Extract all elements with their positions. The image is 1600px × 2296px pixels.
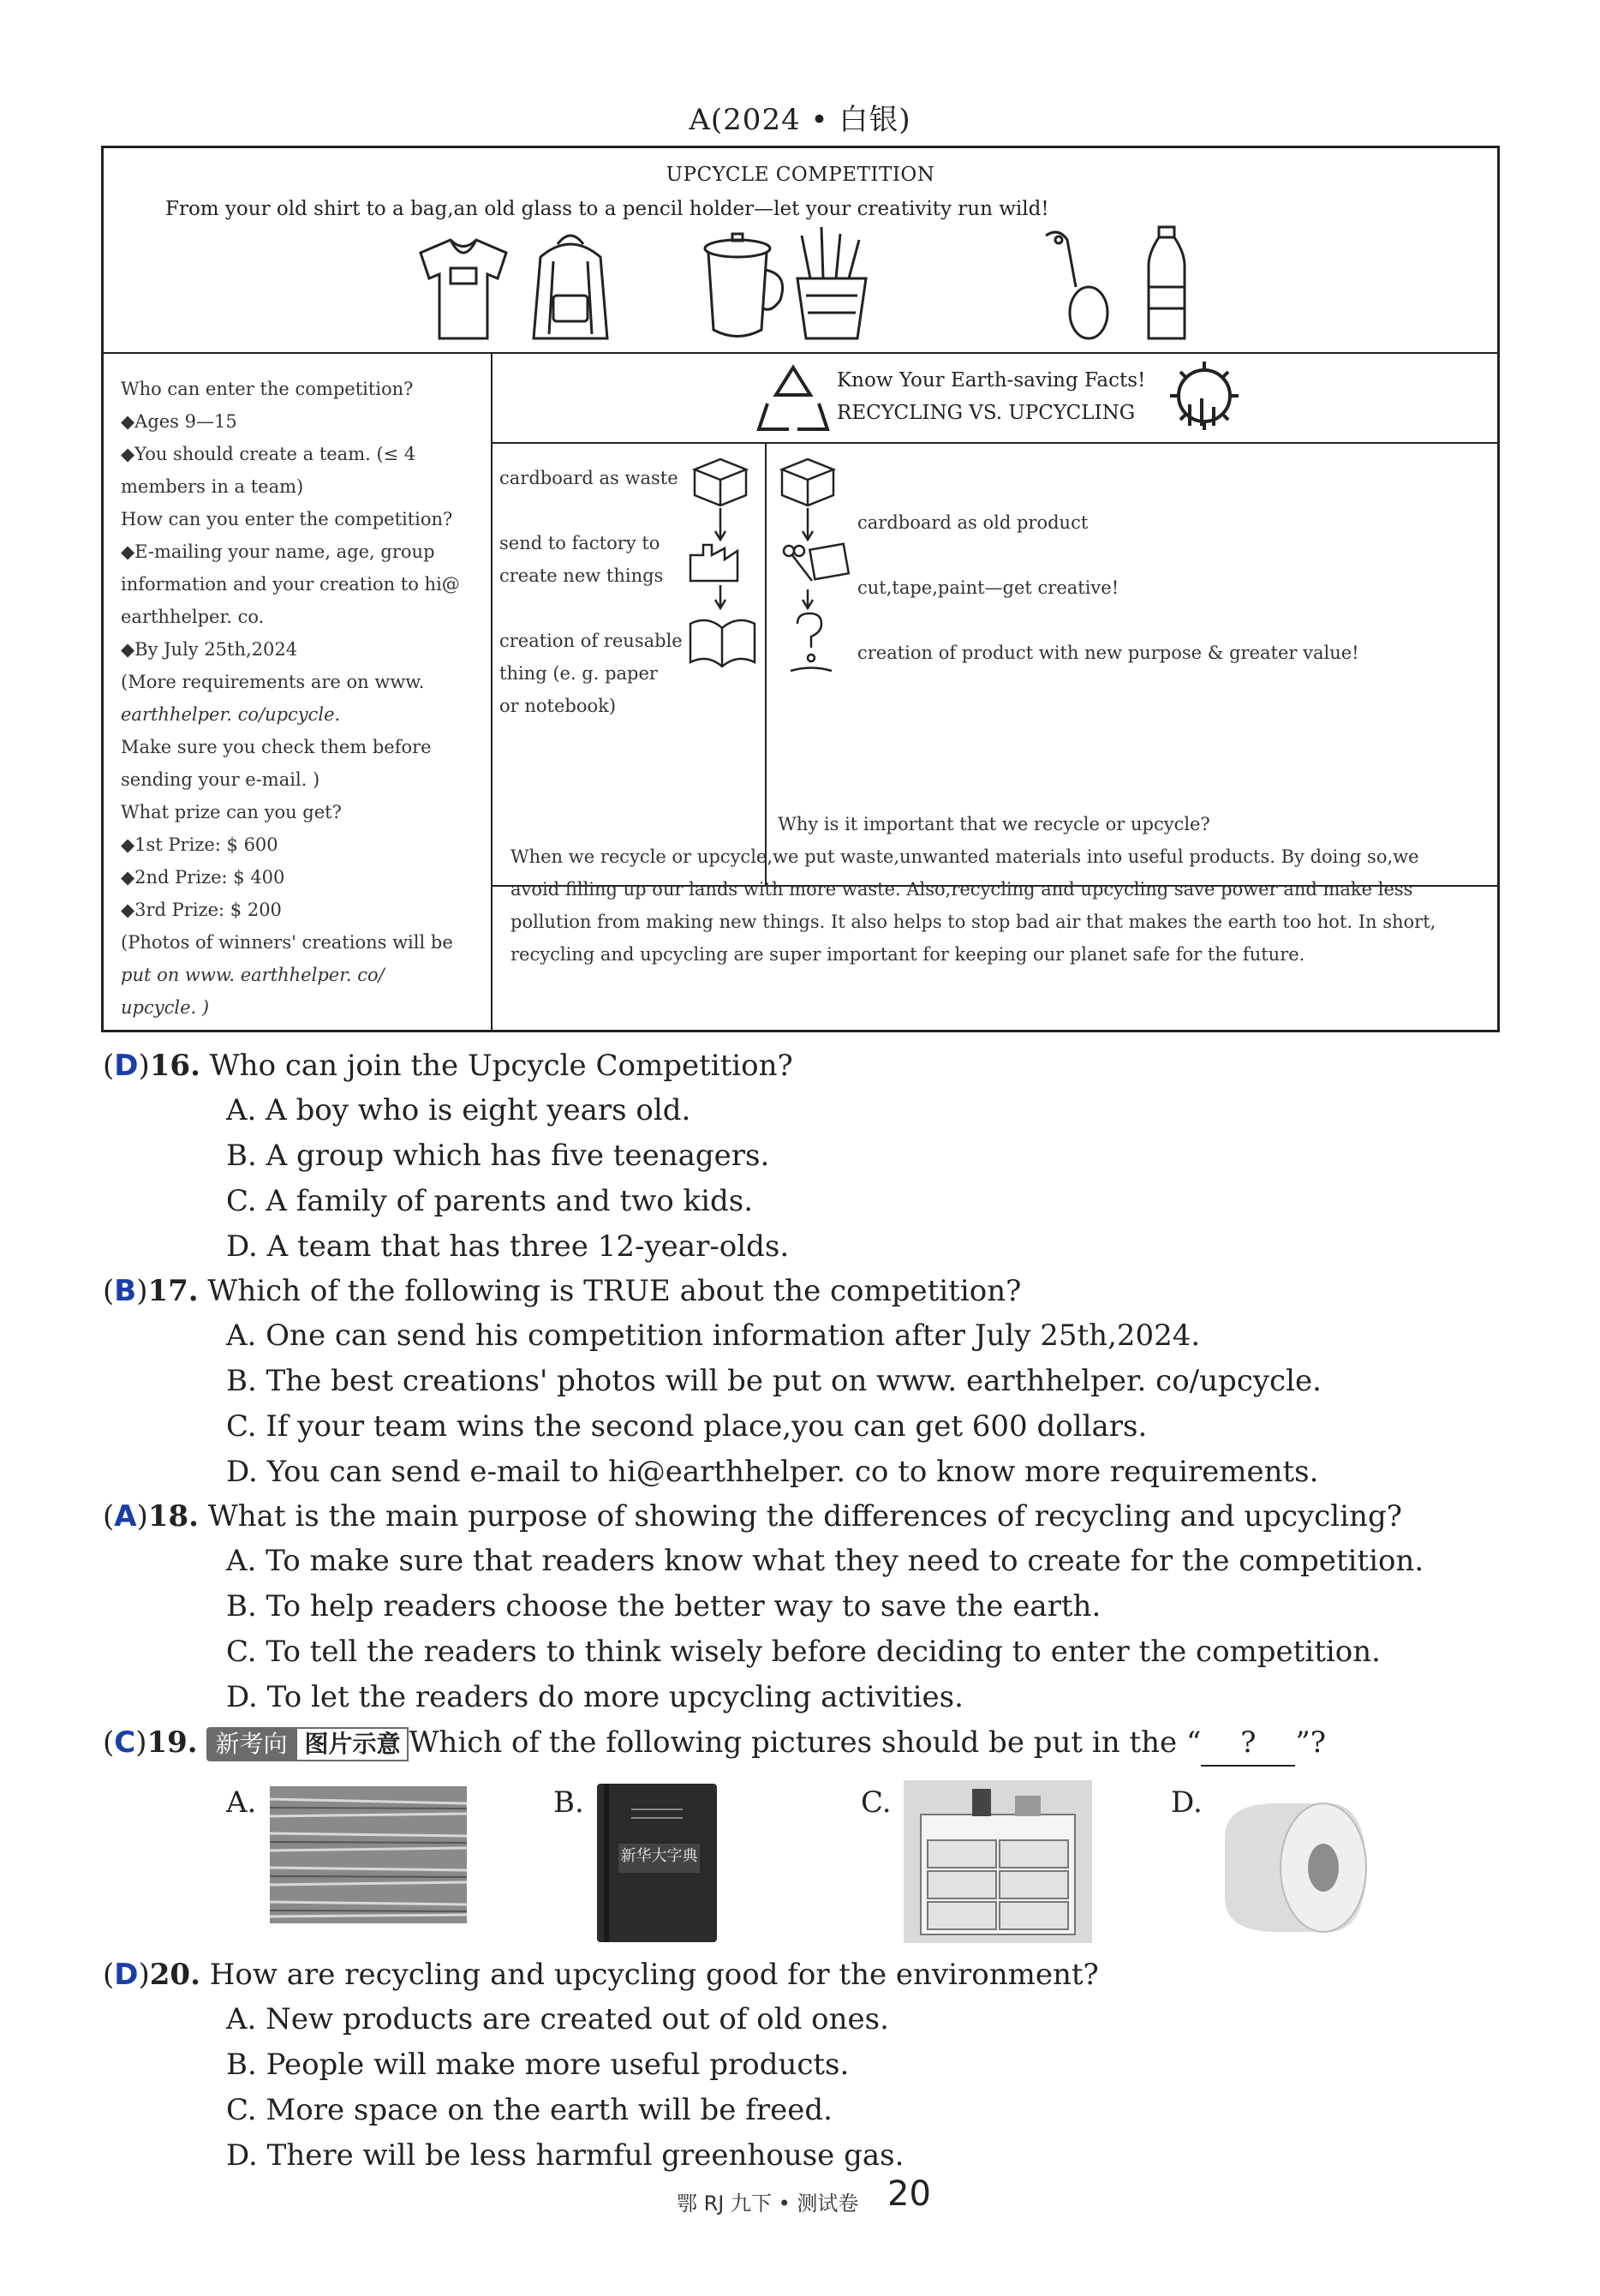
answer-mark: D bbox=[114, 1049, 139, 1083]
bottle-icon bbox=[1149, 227, 1185, 338]
pic-label-b: B. bbox=[553, 1785, 584, 1820]
recycle-icon bbox=[750, 361, 836, 438]
recycle-step: create new things bbox=[499, 565, 664, 586]
divider bbox=[491, 442, 1497, 444]
divider bbox=[104, 352, 1497, 354]
poster-title: UPCYCLE COMPETITION bbox=[666, 164, 935, 186]
answer-blank: ? bbox=[1201, 1720, 1295, 1767]
option: D. To let the readers do more upcycling activities. bbox=[226, 1680, 964, 1714]
gear-icon bbox=[1157, 357, 1251, 439]
option: A. New products are created out of old ones. bbox=[226, 2002, 889, 2036]
page-number: 20 bbox=[887, 2174, 931, 2214]
question-16: (D)16. Who can join the Upcycle Competition? bbox=[103, 1049, 793, 1083]
answer-mark: D bbox=[114, 1958, 139, 1992]
upcycle-step: creation of product with new purpose & greater value! bbox=[857, 643, 1359, 663]
why-title: Why is it important that we recycle or upcycle? bbox=[778, 814, 1210, 834]
facts-title: Know Your Earth-saving Facts! bbox=[837, 369, 1146, 392]
option: A. A boy who is eight years old. bbox=[226, 1093, 691, 1127]
upcycle-step: cardboard as old product bbox=[857, 512, 1089, 533]
competition-info: Who can enter the competition? ◆Ages 9—15 ◆You should create a team. (≤ 4 members in a team) How can you enter the competition? ◆E-mailing your name, age, group information and your creation to hi@ earthhelper. co. ◆By July 25th,2024 (More requirements are on www. earthhelper. co/upcycle. Make sure you check them before sending your e-mail. ) What prize can you get? ◆1st Prize: $ 600 ◆2nd Prize: $ 400 ◆3rd Prize: $ 200 (Photos of winners' creations will be put on www. earthhelper. co/ upcycle. ) bbox=[121, 379, 460, 1018]
option: A. To make sure that readers know what they need to create for the competition. bbox=[226, 1544, 1424, 1578]
options-20 bbox=[226, 1997, 904, 2179]
option: B. People will make more useful products. bbox=[226, 2048, 850, 2082]
upcycle-items-illustration bbox=[403, 227, 1303, 347]
option: D. A team that has three 12-year-olds. bbox=[226, 1229, 790, 1264]
question-17: (B)17. Which of the following is TRUE about the competition? bbox=[103, 1274, 1022, 1308]
book-title: 新华大字典 bbox=[620, 1847, 698, 1865]
option: B. To help readers choose the better way to save the earth. bbox=[226, 1589, 1101, 1623]
upcycle-step: cut,tape,paint—get creative! bbox=[857, 577, 1119, 598]
shirt-icon bbox=[421, 240, 506, 338]
poster-frame bbox=[101, 146, 1500, 1032]
option: B. A group which has five teenagers. bbox=[226, 1139, 770, 1173]
answer-mark: B bbox=[114, 1274, 137, 1308]
spoon-icon bbox=[1046, 232, 1107, 338]
recycle-step: or notebook) bbox=[499, 696, 617, 716]
backpack-icon bbox=[534, 236, 607, 338]
question-18: (A)18. What is the main purpose of showing the differences of recycling and upcycling? bbox=[103, 1499, 1402, 1534]
poster-tagline: From your old shirt to a bag,an old glass to a pencil holder—let your creativity run wild! bbox=[165, 198, 1049, 220]
option: C. To tell the readers to think wisely before deciding to enter the competition. bbox=[226, 1635, 1381, 1669]
tag-new-direction: 新考向 bbox=[206, 1727, 296, 1761]
answer-mark: C bbox=[114, 1725, 136, 1760]
pic-label-c: C. bbox=[861, 1785, 892, 1820]
toilet-roll-image bbox=[1216, 1786, 1375, 1945]
cardboard-drawers-image bbox=[904, 1780, 1092, 1943]
question-19: (C)19. 新考向 图片示意 Which of the following pictures should be put in the “ ? ”? bbox=[103, 1720, 1326, 1767]
why-paragraph: When we recycle or upcycle,we put waste,unwanted materials into useful products. By doing so,we avoid filling up our lands with more waste. Also,recycling and upcycling save power and make less pollution from making new things. It also helps to stop bad air that makes the earth too hot. In short, recycling and upcycling are super important for keeping our planet safe for the future. bbox=[510, 846, 1436, 965]
option: C. More space on the earth will be freed. bbox=[226, 2093, 833, 2127]
options-18 bbox=[226, 1539, 1424, 1720]
recycle-step: creation of reusable bbox=[499, 631, 683, 651]
divider bbox=[491, 352, 493, 1030]
pencil-holder-icon bbox=[797, 227, 866, 338]
section-header: A(2024 • 白银) bbox=[689, 103, 911, 137]
option: D. You can send e-mail to hi@earthhelper. co to know more requirements. bbox=[226, 1455, 1319, 1489]
option: D. There will be less harmful greenhouse gas. bbox=[226, 2138, 904, 2173]
answer-mark: A bbox=[114, 1499, 137, 1534]
recycling-flow-illustration bbox=[686, 452, 763, 709]
option: A. One can send his competition information after July 25th,2024. bbox=[226, 1318, 1201, 1353]
newspaper-stack-image bbox=[270, 1786, 467, 1923]
options-16 bbox=[226, 1088, 789, 1270]
option: B. The best creations' photos will be put on www. earthhelper. co/upcycle. bbox=[226, 1364, 1322, 1398]
question-20: (D)20. How are recycling and upcycling good for the environment? bbox=[103, 1958, 1099, 1992]
recycle-step: thing (e. g. paper bbox=[499, 663, 658, 684]
pic-label-a: A. bbox=[226, 1785, 257, 1820]
tag-picture-hint: 图片示意 bbox=[296, 1727, 409, 1761]
cup-icon bbox=[705, 234, 783, 337]
options-17 bbox=[226, 1313, 1322, 1495]
option: C. If your team wins the second place,you can get 600 dollars. bbox=[226, 1409, 1148, 1444]
recycle-step: send to factory to bbox=[499, 533, 660, 553]
upcycling-flow-illustration bbox=[773, 452, 868, 709]
option: C. A family of parents and two kids. bbox=[226, 1184, 754, 1218]
recycle-step: cardboard as waste bbox=[499, 468, 678, 488]
facts-subtitle: RECYCLING VS. UPCYCLING bbox=[837, 402, 1136, 424]
footer-label: 鄂 RJ 九下 • 测试卷 bbox=[677, 2191, 859, 2215]
pic-label-d: D. bbox=[1171, 1785, 1203, 1820]
